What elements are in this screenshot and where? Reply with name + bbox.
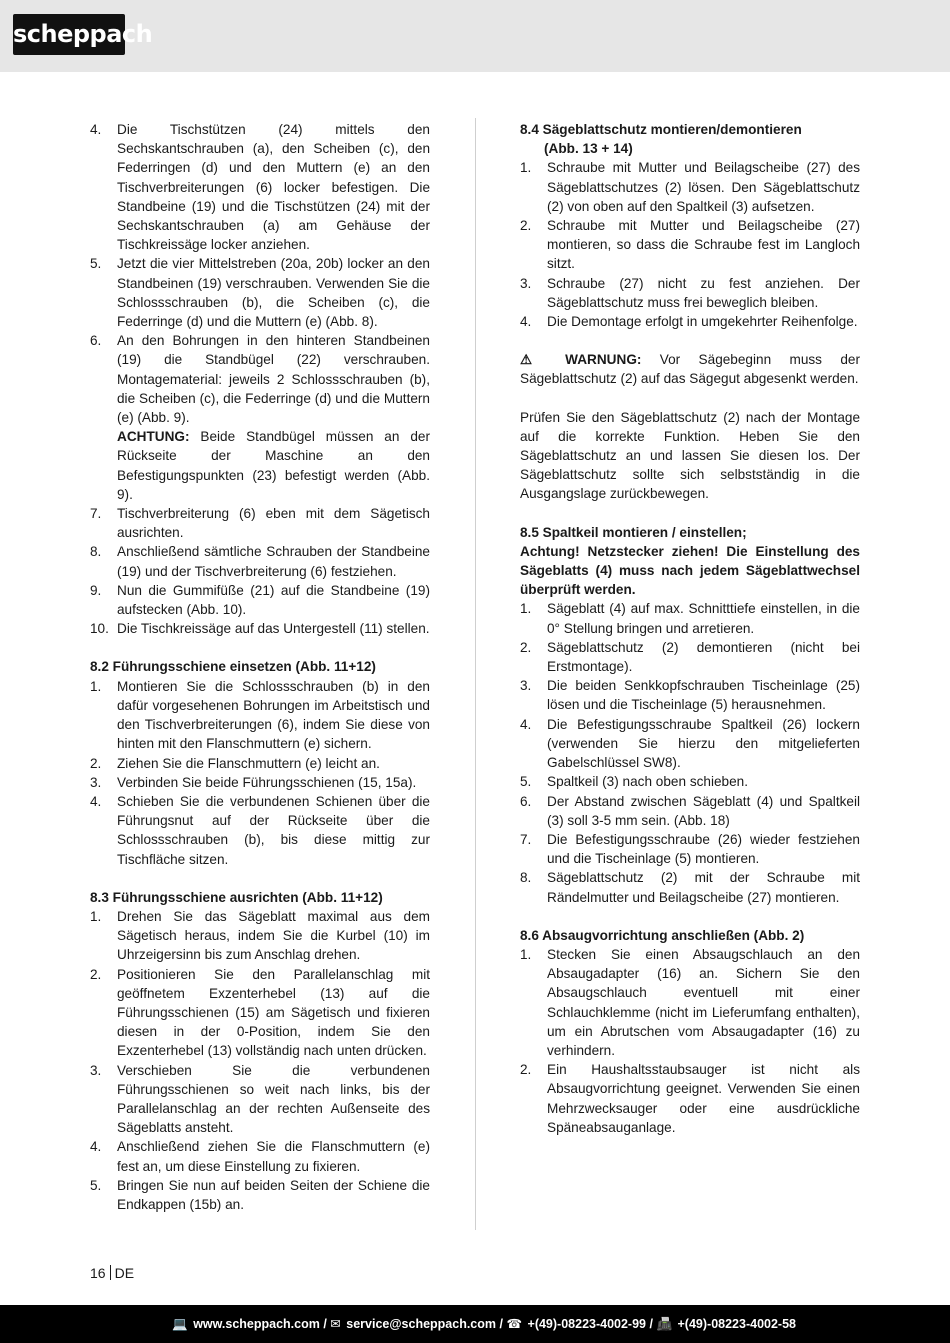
right-column	[520, 120, 860, 1137]
section-heading-8-3: 8.3 Führungsschiene ausrichten (Abb. 11+12)	[90, 889, 383, 905]
list-item: 4. Die Tischstützen (24) mittels den Sechskantschrauben (a), den Scheiben (c), den Federringen (d) und den Muttern (e) an den Tischverbreiterungen (6) locker befestigen. Die Standbeine (19) und die Tischstützen (24) mit der Sechskantschrauben (a) am Gehäuse der Tischkreissäge locker anziehen.	[90, 122, 430, 253]
computer-icon: 💻	[172, 1317, 188, 1331]
email-link[interactable]: service@scheppach.com /	[346, 1317, 503, 1331]
fax-icon: 📠	[656, 1317, 673, 1331]
section-heading-8-6: 8.6 Absaugvorrichtung anschließen (Abb. 2)	[520, 927, 805, 943]
section-8-6-list	[520, 945, 860, 1137]
list-item: 4. Die Demontage erfolgt in umgekehrter Reihenfolge.	[520, 314, 858, 330]
list-item: 3. Verschieben Sie die verbundenen Führungsschienen so weit nach links, bis der Parallelanschlag an der rechten Außenseite des Sägeblatts ansteht.	[90, 1062, 430, 1136]
achtung-text: Beide Standbügel müssen an der Rückseite der Maschine an den Befestigungspunkten (23) befestigt werden (Abb. 9).	[117, 429, 430, 502]
section-8-2-list	[90, 677, 430, 869]
mail-icon: ✉	[330, 1317, 341, 1331]
list-item: 4. Schieben Sie die verbundenen Schienen über die Führungsnut auf der Rückseite über die Schlossschrauben (b), bis diese mittig zur Tischfläche sitzen.	[90, 793, 430, 867]
list-item: 2. Sägeblattschutz (2) demontieren (nicht bei Erstmontage).	[520, 639, 860, 675]
page-header	[0, 0, 950, 72]
list-item: 2. Positionieren Sie den Parallelanschlag mit geöffnetem Exzenterhebel (13) auf die Führungsschienen (15) am Sägetisch und fixieren diesen in der 0-Position, indem Sie den Exzenterhebel (13) vollständig nach unten drücken.	[90, 966, 430, 1059]
list-item: 5. Bringen Sie nun auf beiden Seiten der Schiene die Endkappen (15b) an.	[90, 1177, 430, 1212]
list-item: 5. Jetzt die vier Mittelstreben (20a, 20b) locker an den Standbeinen (19) verschrauben. Verwenden Sie die Schlossschrauben (b), die Scheiben (c), die Federringe (d) und die Muttern (e) (Abb. 8).	[90, 256, 430, 330]
section-heading-8-5: 8.5 Spaltkeil montieren / einstellen;	[520, 524, 747, 540]
section-8-4-list	[520, 158, 860, 331]
achtung-label: ACHTUNG:	[117, 429, 190, 445]
list-item: 6. Der Abstand zwischen Sägeblatt (4) und Spaltkeil (3) soll 3-5 mm sein. (Abb. 18)	[520, 793, 860, 828]
scheppach-logo: scheppach	[13, 14, 125, 55]
warning-label: WARNUNG:	[565, 352, 642, 368]
phone-icon: ☎	[506, 1317, 523, 1331]
website-link[interactable]: www.scheppach.com /	[193, 1317, 327, 1331]
list-item: 1. Sägeblatt (4) auf max. Schnitttiefe einstellen, in die 0° Stellung bringen und arretieren.	[520, 601, 860, 636]
list-item: 3. Schraube (27) nicht zu fest anziehen. Der Sägeblattschutz muss frei beweglich bleiben.	[520, 275, 860, 310]
list-item: 6. An den Bohrungen in den hinteren Standbeinen (19) die Standbügel (22) verschrauben. Montagematerial: jeweils 2 Schlossschrauben (b), die Scheiben (c), die Federringe (d) und die Muttern (e) (Abb. 9). ACHTUNG: Beide Standbügel müssen an der Rückseite der Maschine an den Befestigungspunkten (23) befestigt werden (Abb. 9).	[90, 333, 430, 502]
list-item: 2. Ziehen Sie die Flanschmuttern (e) leicht an.	[90, 755, 380, 771]
list-item: 1. Stecken Sie einen Absaugschlauch an den Absaugadapter (16) an. Sichern Sie den Absaugschlauch eventuell mit einer Schlauchklemme (nicht im Lieferumfang enthalten), um ein Abrutschen vom Absaugadapter (16) zu verhindern.	[520, 946, 860, 1058]
page-number: 16 DE	[90, 1265, 135, 1281]
list-item: 8. Anschließend sämtliche Schrauben der Standbeine (19) und der Tischverbreiterung (6) festziehen.	[90, 544, 430, 579]
list-item: 8. Sägeblattschutz (2) mit der Schraube mit Rändelmutter und Beilagscheibe (27) montieren.	[520, 870, 860, 905]
list-item: 1. Montieren Sie die Schlossschrauben (b) in den dafür vorgesehenen Bohrungen im Arbeitstisch und den Tischverbreiterungen (6), indem Sie diese von hinten mit den Flanschmuttern (e) sichern.	[90, 678, 430, 752]
list-item: 3. Die beiden Senkkopfschrauben Tischeinlage (25) lösen und die Tischeinlage (5) herausnehmen.	[520, 678, 860, 713]
list-item: 7. Tischverbreiterung (6) eben mit dem Sägetisch ausrichten.	[90, 506, 430, 541]
contact-footer-bar	[0, 1305, 950, 1343]
list-item: 10. Die Tischkreissäge auf das Untergestell (11) stellen.	[90, 621, 430, 637]
fax-number: +(49)-08223-4002-58	[677, 1317, 796, 1331]
list-item: 5. Spaltkeil (3) nach oben schieben.	[520, 774, 749, 790]
list-item: 3. Verbinden Sie beide Führungsschienen (15, 15a).	[90, 774, 417, 790]
warning-triangle-icon: ⚠	[520, 352, 547, 368]
list-item: 2. Schraube mit Mutter und Beilagscheibe (27) montieren, so dass die Schraube fest im Langloch sitzt.	[520, 218, 860, 272]
list-item: 2. Ein Haushaltsstaubsauger ist nicht als Absaugvorrichtung geeignet. Verwenden Sie einen Mehrzwecksauger oder eine ausdrückliche Späneabsauganlage.	[520, 1062, 860, 1135]
section-8-5-list	[520, 599, 860, 906]
phone-number: +(49)-08223-4002-99 /	[527, 1317, 653, 1331]
warning-paragraph: ⚠ WARNUNG: Vor Sägebeginn muss der Sägeblattschutz (2) auf das Sägegut abgesenkt werden.	[520, 352, 860, 387]
assembly-steps-list	[90, 120, 430, 638]
left-column	[90, 120, 430, 1214]
section-heading-8-2: 8.2 Führungsschiene einsetzen (Abb. 11+12)	[90, 659, 376, 675]
list-item: 4. Anschließend ziehen Sie die Flanschmuttern (e) fest an, um diese Einstellung zu fixieren.	[90, 1139, 430, 1174]
check-paragraph: Prüfen Sie den Sägeblattschutz (2) nach der Montage auf die korrekte Funktion. Heben Sie den Sägeblattschutz an und lassen Sie diesen los. Der Sägeblattschutz sollte sich selbstständig in die Ausgangslage zurückbewegen.	[520, 409, 860, 502]
section-heading-8-4: 8.4 Sägeblattschutz montieren/demontieren (Abb. 13 + 14)	[520, 122, 802, 157]
section-8-5-warning: Achtung! Netzstecker ziehen! Die Einstellung des Sägeblatts (4) muss nach jedem Sägeblattwechsel überprüft werden.	[520, 543, 860, 598]
list-item: 1. Drehen Sie das Sägeblatt maximal aus dem Sägetisch heraus, indem Sie die Kurbel (10) im Uhrzeigersinn bis zum Anschlag drehen.	[90, 908, 430, 963]
list-item: 4. Die Befestigungsschraube Spaltkeil (26) lockern (verwenden Sie hierzu den mitgelieferten Gabelschlüssel SW8).	[520, 716, 860, 771]
column-divider	[475, 118, 476, 1230]
list-item: 1. Schraube mit Mutter und Beilagscheibe (27) des Sägeblattschutzes (2) lösen. Den Sägeblattschutz (2) von oben auf den Spaltkeil (3) aufsetzen.	[520, 160, 860, 214]
list-item: 9. Nun die Gummifüße (21) auf die Standbeine (19) aufstecken (Abb. 10).	[90, 582, 430, 618]
list-item: 7. Die Befestigungsschraube (26) wieder festziehen und die Tischeinlage (5) montieren.	[520, 831, 860, 867]
section-8-3-list	[90, 907, 430, 1214]
